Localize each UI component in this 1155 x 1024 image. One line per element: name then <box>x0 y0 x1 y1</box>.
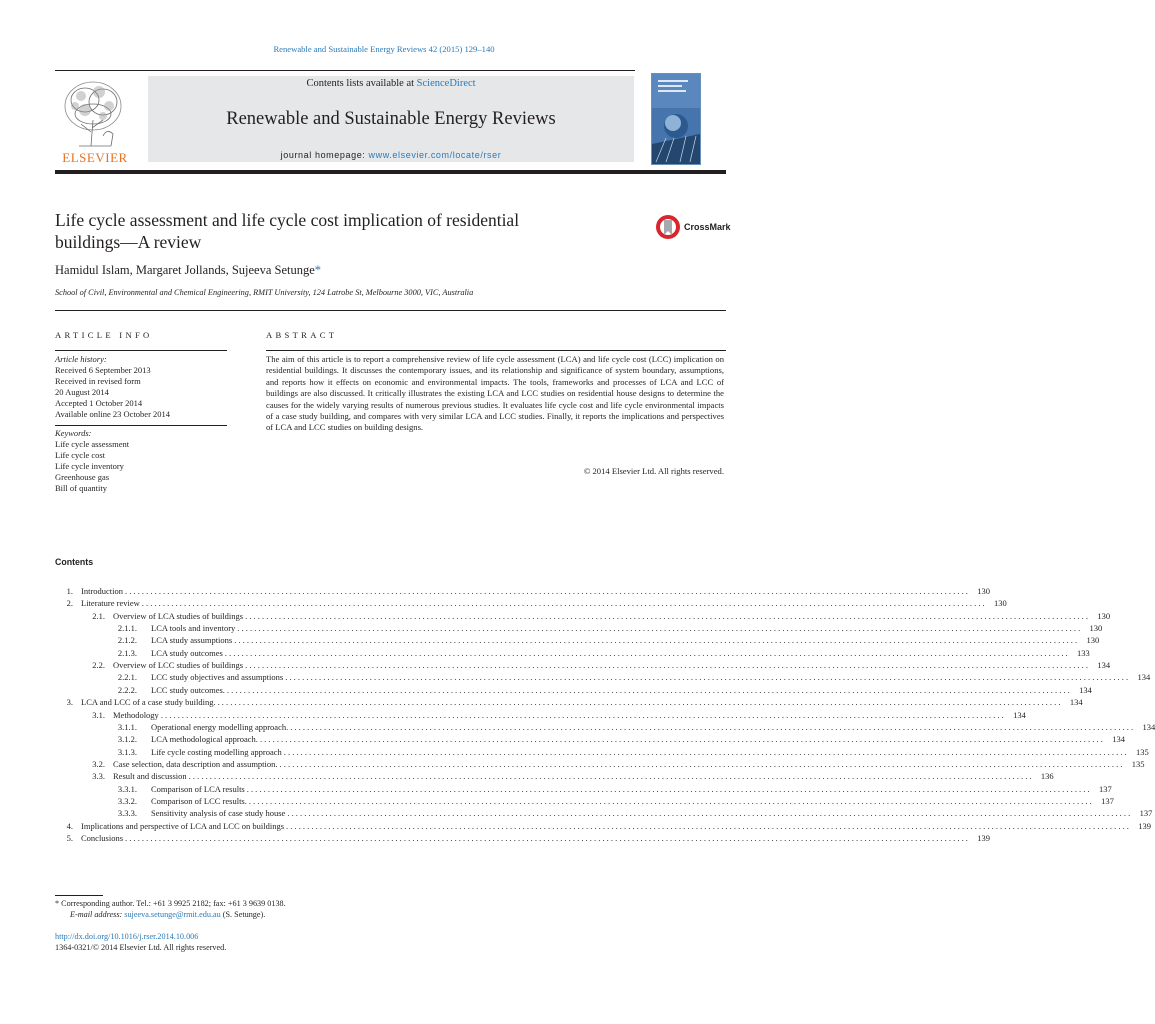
toc-page-number[interactable]: 134 <box>1112 734 1125 745</box>
toc-row[interactable] <box>55 659 1111 671</box>
abstract-rule <box>266 350 726 351</box>
journal-homepage-link[interactable]: www.elsevier.com/locate/rser <box>368 150 502 160</box>
toc-section-title[interactable]: Overview of LCA studies of buildings <box>113 610 244 621</box>
issn-copyright: 1364-0321/© 2014 Elsevier Ltd. All rights reserved. <box>55 943 227 952</box>
toc-leader-dots: ........................................................................................................................................................................................................ <box>283 746 1129 757</box>
history-line: Received 6 September 2013 <box>55 365 151 375</box>
title-block-rule <box>55 310 726 311</box>
toc-section-title[interactable]: LCA tools and inventory <box>151 623 236 634</box>
toc-page-number[interactable]: 137 <box>1139 808 1153 819</box>
toc-section-title[interactable]: LCA methodological approach. <box>151 734 258 745</box>
toc-page-number[interactable]: 137 <box>1098 783 1112 794</box>
toc-section-number: 2.2.2. <box>117 684 137 695</box>
toc-section-number: 3.1.1. <box>117 721 137 732</box>
article-info-rule <box>55 350 227 351</box>
toc-section-number: 2.2.1. <box>117 672 137 683</box>
toc-section-number: 4. <box>66 820 73 831</box>
toc-section-number: 5. <box>66 833 73 843</box>
contents-available-line: Contents lists available at ScienceDirect <box>306 78 476 89</box>
email-line: E-mail address: sujeeva.setunge@rmit.edu.au (S. Setunge). <box>70 910 266 919</box>
toc-leader-dots: ........................................................................................................................................................................................................ <box>226 684 1072 695</box>
toc-row[interactable] <box>55 721 1155 733</box>
toc-leader-dots: ........................................................................................................................................................................................................ <box>259 734 1105 745</box>
toc-section-title[interactable]: Sensitivity analysis of case study house <box>151 808 286 819</box>
toc-leader-dots: ........................................................................................................................................................................................................ <box>286 820 1132 831</box>
toc-row[interactable] <box>55 733 1125 745</box>
toc-page-number[interactable]: 139 <box>977 833 991 843</box>
toc-page-number[interactable]: 130 <box>1086 635 1100 646</box>
toc-section-number: 2.2. <box>92 660 105 671</box>
footnote-rule <box>55 895 103 896</box>
toc-section-title[interactable]: Life cycle costing modelling approach <box>151 746 282 757</box>
article-title: Life cycle assessment and life cycle cost implication of residential buildings—A review <box>55 210 520 252</box>
toc-leader-dots: ........................................................................................................................................................................................................ <box>188 771 1034 782</box>
toc-leader-dots: ........................................................................................................................................................................................................ <box>237 623 1083 634</box>
toc-section-number: 2. <box>66 598 73 609</box>
toc-row[interactable] <box>55 746 1149 758</box>
elsevier-wordmark: ELSEVIER <box>62 150 128 165</box>
toc-leader-dots: ........................................................................................................................................................................................................ <box>245 660 1091 671</box>
journal-cover-thumbnail <box>651 73 701 165</box>
toc-page-number[interactable]: 134 <box>1097 660 1111 671</box>
toc-leader-dots: ........................................................................................................................................................................................................ <box>224 647 1070 658</box>
toc-section-number: 3.1. <box>92 709 105 720</box>
toc-section-title[interactable]: Case selection, data description and assumption. <box>113 758 278 769</box>
toc-leader-dots: ........................................................................................................................................................................................................ <box>160 709 1006 720</box>
keyword-item: Life cycle inventory <box>55 461 124 471</box>
toc-page-number[interactable]: 130 <box>977 586 991 596</box>
banner-top-rule <box>55 70 635 71</box>
toc-leader-dots: ........................................................................................................................................................................................................ <box>285 672 1131 683</box>
toc-page-number[interactable]: 130 <box>994 598 1007 609</box>
toc-section-number: 3.2. <box>92 758 105 769</box>
toc-section-title[interactable]: Operational energy modelling approach. <box>151 721 289 732</box>
toc-section-title[interactable]: Comparison of LCC results. <box>151 795 247 806</box>
toc-leader-dots: ........................................................................................................................................................................................................ <box>290 721 1136 732</box>
keyword-item: Life cycle cost <box>55 450 106 460</box>
toc-row[interactable] <box>55 622 1103 634</box>
toc-section-number: 3. <box>66 697 73 708</box>
toc-row[interactable] <box>55 758 1145 770</box>
abstract-copyright: © 2014 Elsevier Ltd. All rights reserved. <box>583 466 724 476</box>
corresponding-author-note: * Corresponding author. Tel.: +61 3 9925 2182; fax: +61 3 9639 0138. <box>55 899 286 908</box>
toc-page-number[interactable]: 133 <box>1077 647 1090 658</box>
keyword-item: Bill of quantity <box>55 483 107 493</box>
journal-name: Renewable and Sustainable Energy Reviews <box>226 109 556 129</box>
toc-row[interactable] <box>55 684 1092 696</box>
doi-link[interactable]: http://dx.doi.org/10.1016/j.rser.2014.10.006 <box>55 932 199 941</box>
abstract-text: The aim of this article is to report a comprehensive review of life cycle assessment (LCA) and life cycle cost (LCC) implication on residential buildings. It discusses the contemporary issues, and its relationship and significance of system boundary, assumptions, and reports how it effects on economic and environmental impacts. The tools, frameworks and processes of LCA and LCC of buildings are also discussed. It critically illustrates the existing LCA and LCC studies on residential house designs to determine the causes for the widely varying results of numerous previous studies. It evaluates life cycle cost and life cycle environmental impacts of a case study building, and compares with very similar LCA and LCC studies. Finally, it reports the implications and perspectives of LCA and LCC studies on building designs. <box>266 354 724 433</box>
toc-section-title[interactable]: Implications and perspective of LCA and LCC on buildings <box>81 820 285 831</box>
keyword-item: Greenhouse gas <box>55 472 110 482</box>
toc-section-number: 1. <box>66 586 73 596</box>
toc-page-number[interactable]: 134 <box>1079 684 1092 695</box>
toc-leader-dots: ........................................................................................................................................................................................................ <box>125 833 971 843</box>
keywords-label: Keywords: <box>55 428 92 438</box>
sciencedirect-link[interactable]: ScienceDirect <box>416 78 476 89</box>
toc-leader-dots: ........................................................................................................................................................................................................ <box>217 697 1063 708</box>
toc-leader-dots: ........................................................................................................................................................................................................ <box>248 795 1094 806</box>
toc-section-title[interactable]: Result and discussion <box>113 771 187 782</box>
author-affiliation: School of Civil, Environmental and Chemical Engineering, RMIT University, 124 Latrobe St, Melbourne 3000, VIC, Australia <box>55 288 474 297</box>
keywords-rule <box>55 425 227 426</box>
toc-page-number[interactable]: 134 <box>1137 672 1151 683</box>
author-email-link[interactable]: sujeeva.setunge@rmit.edu.au <box>124 910 221 919</box>
toc-page-number[interactable]: 130 <box>1089 623 1103 634</box>
toc-page-number[interactable]: 135 <box>1136 746 1149 757</box>
toc-page-number[interactable]: 130 <box>1097 610 1111 621</box>
article-history-label: Article history: <box>55 354 107 364</box>
toc-section-number: 3.3.1. <box>117 783 137 794</box>
toc-section-title[interactable]: LCC study objectives and assumptions <box>151 672 284 683</box>
toc-row[interactable] <box>55 709 1026 721</box>
toc-section-number: 2.1.2. <box>117 635 137 646</box>
toc-section-number: 3.1.2. <box>117 734 137 745</box>
toc-leader-dots: ........................................................................................................................................................................................................ <box>246 783 1092 794</box>
keyword-item: Life cycle assessment <box>55 439 130 449</box>
toc-section-number: 3.3. <box>92 771 105 782</box>
history-line: 20 August 2014 <box>55 387 109 397</box>
toc-section-title[interactable]: Introduction <box>81 586 124 596</box>
toc-section-title[interactable]: LCA study assumptions <box>151 635 233 646</box>
toc-section-title[interactable]: Comparison of LCA results <box>151 783 245 794</box>
toc-page-number[interactable]: 134 <box>1013 709 1026 720</box>
toc-row[interactable] <box>55 807 1153 819</box>
toc-section-title[interactable]: LCA and LCC of a case study building. <box>81 697 216 708</box>
toc-row[interactable] <box>55 696 1083 708</box>
toc-leader-dots: ........................................................................................................................................................................................................ <box>141 598 987 609</box>
toc-row[interactable] <box>55 671 1151 683</box>
journal-citation-link[interactable]: Renewable and Sustainable Energy Reviews 42 (2015) 129–140 <box>273 44 495 54</box>
toc-page-number[interactable]: 134 <box>1142 721 1155 732</box>
toc-section-title[interactable]: Overview of LCC studies of buildings <box>113 660 244 671</box>
journal-homepage-line: journal homepage: www.elsevier.com/locate/rser <box>280 150 502 160</box>
toc-row[interactable] <box>55 597 1007 609</box>
toc-leader-dots: ........................................................................................................................................................................................................ <box>125 586 971 596</box>
toc-section-number: 2.1. <box>92 610 105 621</box>
contents-heading: Contents <box>55 557 94 567</box>
toc-row[interactable] <box>55 634 1100 646</box>
corresponding-author-link[interactable]: * <box>314 263 322 277</box>
toc-section-title[interactable]: LCC study outcomes. <box>151 684 225 695</box>
history-line: Received in revised form <box>55 376 141 386</box>
toc-leader-dots: ........................................................................................................................................................................................................ <box>287 808 1133 819</box>
toc-row[interactable] <box>55 795 1114 807</box>
toc-section-number: 2.1.1. <box>117 623 137 634</box>
toc-row[interactable] <box>55 585 991 597</box>
banner-bottom-rule <box>55 170 726 174</box>
toc-row[interactable] <box>55 832 991 844</box>
toc-section-title[interactable]: LCA study outcomes <box>151 647 223 658</box>
toc-page-number[interactable]: 134 <box>1069 697 1083 708</box>
toc-page-number[interactable]: 139 <box>1138 820 1152 831</box>
toc-section-title[interactable]: Literature review <box>81 598 140 609</box>
toc-page-number[interactable]: 135 <box>1131 758 1145 769</box>
toc-section-title[interactable]: Conclusions <box>81 833 124 843</box>
toc-row[interactable] <box>55 820 1152 832</box>
toc-row[interactable] <box>55 647 1090 659</box>
history-line: Accepted 1 October 2014 <box>55 398 143 408</box>
toc-row[interactable] <box>55 783 1112 795</box>
article-info-heading: ARTICLE INFO <box>55 330 153 340</box>
toc-page-number[interactable]: 136 <box>1040 771 1054 782</box>
toc-page-number[interactable]: 137 <box>1101 795 1114 806</box>
toc-row[interactable] <box>55 770 1054 782</box>
toc-section-title[interactable]: Methodology <box>113 709 159 720</box>
author-list: Hamidul Islam, Margaret Jollands, Sujeeva Setunge* <box>55 263 322 277</box>
toc-section-number: 2.1.3. <box>117 647 137 658</box>
toc-leader-dots: ........................................................................................................................................................................................................ <box>245 610 1091 621</box>
toc-row[interactable] <box>55 610 1111 622</box>
toc-section-number: 3.3.2. <box>117 795 137 806</box>
history-line: Available online 23 October 2014 <box>55 409 171 419</box>
toc-section-number: 3.1.3. <box>117 746 137 757</box>
crossmark-label[interactable]: CrossMark <box>684 222 731 232</box>
toc-leader-dots: ........................................................................................................................................................................................................ <box>279 758 1125 769</box>
toc-leader-dots: ........................................................................................................................................................................................................ <box>234 635 1080 646</box>
abstract-heading: ABSTRACT <box>266 330 338 340</box>
toc-section-number: 3.3.3. <box>117 808 137 819</box>
